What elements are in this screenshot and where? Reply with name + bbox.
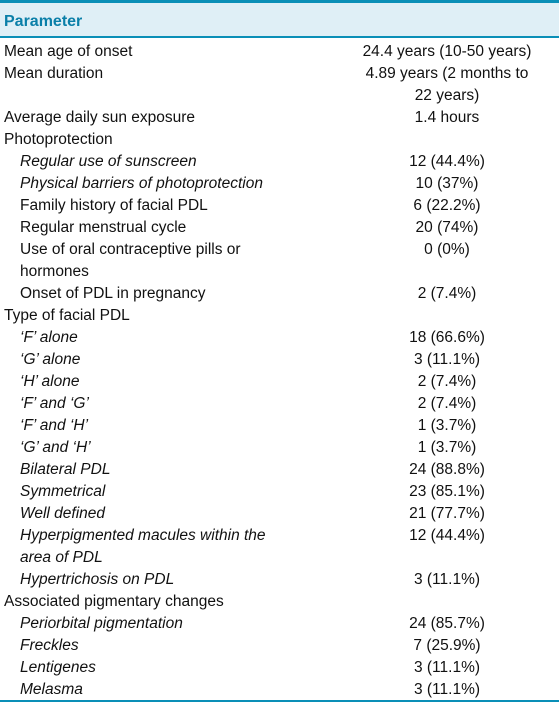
row-value: 4.89 years (2 months to 22 years) bbox=[365, 65, 529, 104]
table-row bbox=[0, 195, 559, 217]
row-value: 1 (3.7%) bbox=[417, 439, 477, 456]
row-parameter: Lentigenes bbox=[20, 659, 96, 676]
row-value: 2 (7.4%) bbox=[417, 373, 477, 390]
table-row bbox=[0, 459, 559, 481]
section-row bbox=[0, 129, 559, 151]
table-row bbox=[0, 41, 559, 63]
table-row bbox=[0, 635, 559, 657]
row-value: 2 (7.4%) bbox=[417, 395, 477, 412]
header-rule bbox=[0, 36, 559, 38]
row-parameter: Regular use of sunscreen bbox=[20, 153, 197, 170]
row-parameter: Mean duration bbox=[4, 65, 104, 82]
row-value: 18 (66.6%) bbox=[409, 329, 485, 346]
row-value: 2 (7.4%) bbox=[417, 285, 477, 302]
table-row bbox=[0, 679, 559, 701]
table-row bbox=[0, 217, 559, 239]
row-parameter: Use of oral contraceptive pills or hormones bbox=[20, 241, 241, 280]
table-header bbox=[0, 3, 559, 36]
row-parameter: ‘F’ alone bbox=[20, 329, 78, 346]
row-value: 23 (85.1%) bbox=[409, 483, 485, 500]
row-value: 12 (44.4%) bbox=[409, 527, 485, 544]
row-parameter: Onset of PDL in pregnancy bbox=[20, 285, 206, 302]
row-parameter: Hypertrichosis on PDL bbox=[20, 571, 175, 588]
row-parameter: ‘F’ and ‘H’ bbox=[20, 417, 89, 434]
row-parameter: Melasma bbox=[20, 681, 83, 698]
row-parameter: Well defined bbox=[20, 505, 106, 522]
table-row bbox=[0, 107, 559, 129]
row-parameter: Hyperpigmented macules within the area of PDL bbox=[20, 527, 266, 566]
section-label: Type of facial PDL bbox=[4, 307, 130, 324]
row-value: 3 (11.1%) bbox=[413, 571, 481, 588]
row-value: 3 (11.1%) bbox=[413, 659, 481, 676]
row-value: 24 (88.8%) bbox=[409, 461, 485, 478]
row-parameter: Periorbital pigmentation bbox=[20, 615, 183, 632]
table-row bbox=[0, 481, 559, 503]
section-label: Photoprotection bbox=[4, 131, 113, 148]
table-row bbox=[0, 415, 559, 437]
row-value: 10 (37%) bbox=[415, 175, 479, 192]
row-parameter: ‘G’ alone bbox=[20, 351, 81, 368]
row-parameter: Physical barriers of photoprotection bbox=[20, 175, 263, 192]
row-value: 24 (85.7%) bbox=[409, 615, 485, 632]
section-row bbox=[0, 305, 559, 327]
table-row bbox=[0, 283, 559, 305]
row-value: 1.4 hours bbox=[414, 109, 480, 126]
table-row bbox=[0, 173, 559, 195]
row-parameter: Family history of facial PDL bbox=[20, 197, 208, 214]
table-row bbox=[0, 657, 559, 679]
row-value: 0 (0%) bbox=[424, 241, 470, 258]
row-value: 20 (74%) bbox=[415, 219, 479, 236]
table-row bbox=[0, 613, 559, 635]
table-row bbox=[0, 239, 559, 283]
row-value: 6 (22.2%) bbox=[413, 197, 481, 214]
section-row bbox=[0, 591, 559, 613]
row-value: 21 (77.7%) bbox=[409, 505, 485, 522]
row-value: 7 (25.9%) bbox=[413, 637, 481, 654]
row-parameter: Freckles bbox=[20, 637, 79, 654]
table-body bbox=[0, 41, 559, 701]
row-parameter: Bilateral PDL bbox=[20, 461, 111, 478]
table-row bbox=[0, 151, 559, 173]
header-parameter: Parameter bbox=[4, 13, 83, 30]
table-row bbox=[0, 63, 559, 107]
row-value: 24.4 years (10-50 years) bbox=[362, 43, 532, 60]
table-row bbox=[0, 393, 559, 415]
row-parameter: ‘F’ and ‘G’ bbox=[20, 395, 89, 412]
row-parameter: Regular menstrual cycle bbox=[20, 219, 187, 236]
section-label: Associated pigmentary changes bbox=[4, 593, 224, 610]
table-row bbox=[0, 437, 559, 459]
row-parameter: ‘H’ alone bbox=[20, 373, 80, 390]
row-value: 12 (44.4%) bbox=[409, 153, 485, 170]
table-row bbox=[0, 327, 559, 349]
table-row bbox=[0, 525, 559, 569]
table-row bbox=[0, 371, 559, 393]
table-row bbox=[0, 503, 559, 525]
row-value: 1 (3.7%) bbox=[417, 417, 477, 434]
bottom-rule bbox=[0, 700, 559, 702]
row-value: 3 (11.1%) bbox=[413, 681, 481, 698]
row-parameter: ‘G’ and ‘H’ bbox=[20, 439, 91, 456]
table-row bbox=[0, 349, 559, 371]
row-parameter: Average daily sun exposure bbox=[4, 109, 196, 126]
row-parameter: Symmetrical bbox=[20, 483, 106, 500]
table-row bbox=[0, 569, 559, 591]
row-value: 3 (11.1%) bbox=[413, 351, 481, 368]
row-parameter: Mean age of onset bbox=[4, 43, 133, 60]
